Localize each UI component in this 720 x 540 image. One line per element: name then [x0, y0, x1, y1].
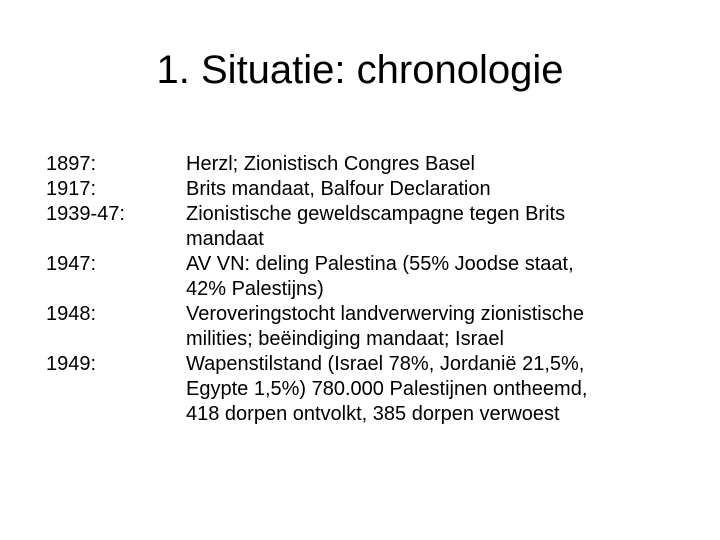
entry-year: 1949:	[46, 353, 97, 375]
entry-year: 1939-47:	[46, 203, 125, 225]
entry-year: 1897:	[46, 153, 97, 175]
chronology-entry	[46, 252, 686, 302]
entry-event: Zionistische geweldscampagne tegen Brits mandaat	[186, 203, 566, 250]
entry-event: Wapenstilstand (Israel 78%, Jordanië 21,5%, Egypte 1,5%) 780.000 Palestijnen ontheemd, 418 dorpen ontvolkt, 385 dorpen verwoest	[186, 353, 588, 425]
entry-event: AV VN: deling Palestina (55% Joodse staat, 42% Palestijns)	[186, 253, 574, 300]
entry-event: Herzl; Zionistisch Congres Basel	[186, 153, 475, 175]
entry-year: 1917:	[46, 178, 97, 200]
entry-year: 1947:	[46, 253, 97, 275]
slide-title: 1. Situatie: chronologie	[156, 48, 564, 92]
entry-event: Veroveringstocht landverwerving zionistische milities; beëindiging mandaat; Israel	[186, 303, 584, 350]
chronology-entry	[46, 302, 686, 352]
chronology-list	[46, 152, 686, 427]
chronology-entry	[46, 152, 686, 177]
chronology-entry	[46, 352, 686, 427]
chronology-entry	[46, 177, 686, 202]
entry-year: 1948:	[46, 303, 97, 325]
chronology-entry	[46, 202, 686, 252]
entry-event: Brits mandaat, Balfour Declaration	[186, 178, 491, 200]
